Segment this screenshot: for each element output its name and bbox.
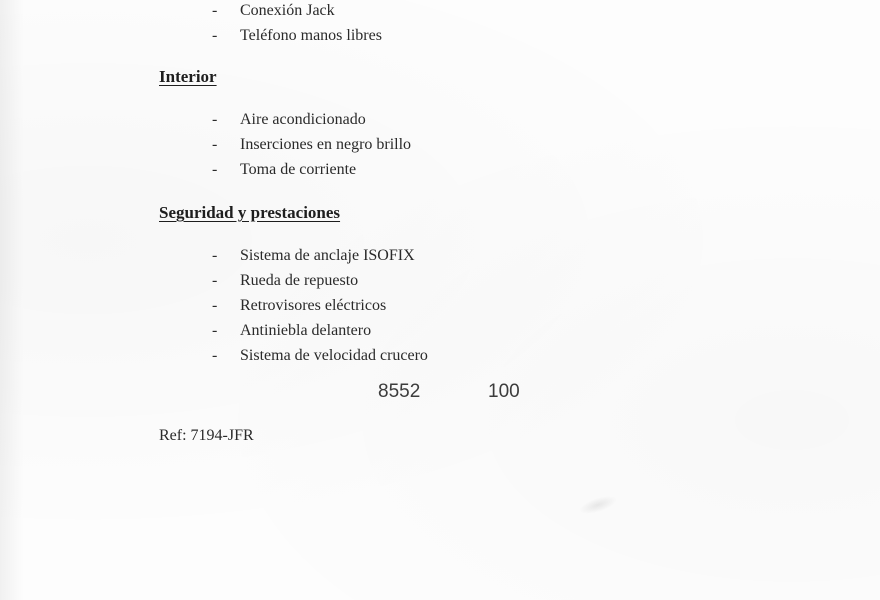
list-item (212, 293, 428, 318)
bullet-dash: - (212, 347, 218, 364)
bullet-dash: - (212, 247, 218, 264)
list-item-text: Toma de corriente (240, 161, 357, 178)
reference-code: Ref: 7194-JFR (159, 427, 254, 444)
list-item (212, 243, 428, 268)
bullet-dash: - (212, 111, 218, 128)
list-item (212, 132, 411, 157)
scan-smudge (577, 492, 619, 518)
safety-list (212, 243, 428, 368)
list-item (212, 23, 382, 48)
section-heading-safety: Seguridad y prestaciones (159, 203, 341, 222)
list-item (212, 0, 382, 23)
list-item-text: Inserciones en negro brillo (240, 136, 412, 153)
list-item-text: Aire acondicionado (240, 111, 366, 128)
bullet-dash: - (212, 2, 218, 19)
list-item-text: Teléfono manos libres (240, 27, 382, 44)
connectivity-list (212, 0, 382, 48)
stamp-number-left: 8552 (378, 381, 421, 402)
bullet-dash: - (212, 322, 218, 339)
bullet-dash: - (212, 27, 218, 44)
bullet-dash: - (212, 136, 218, 153)
list-item (212, 343, 428, 368)
bullet-dash: - (212, 161, 218, 178)
bullet-dash: - (212, 272, 218, 289)
section-heading-interior: Interior (159, 67, 217, 86)
list-item-text: Conexión Jack (240, 2, 335, 19)
list-item (212, 157, 411, 182)
bullet-dash: - (212, 297, 218, 314)
stamp-number-right: 100 (488, 381, 520, 402)
list-item (212, 318, 428, 343)
scan-edge-shadow (0, 0, 24, 600)
interior-list (212, 107, 411, 182)
list-item (212, 268, 428, 293)
list-item-text: Antiniebla delantero (240, 322, 372, 339)
list-item-text: Retrovisores eléctricos (240, 297, 387, 314)
list-item-text: Sistema de anclaje ISOFIX (240, 247, 415, 264)
list-item-text: Rueda de repuesto (240, 272, 359, 289)
list-item-text: Sistema de velocidad crucero (240, 347, 428, 364)
list-item (212, 107, 411, 132)
